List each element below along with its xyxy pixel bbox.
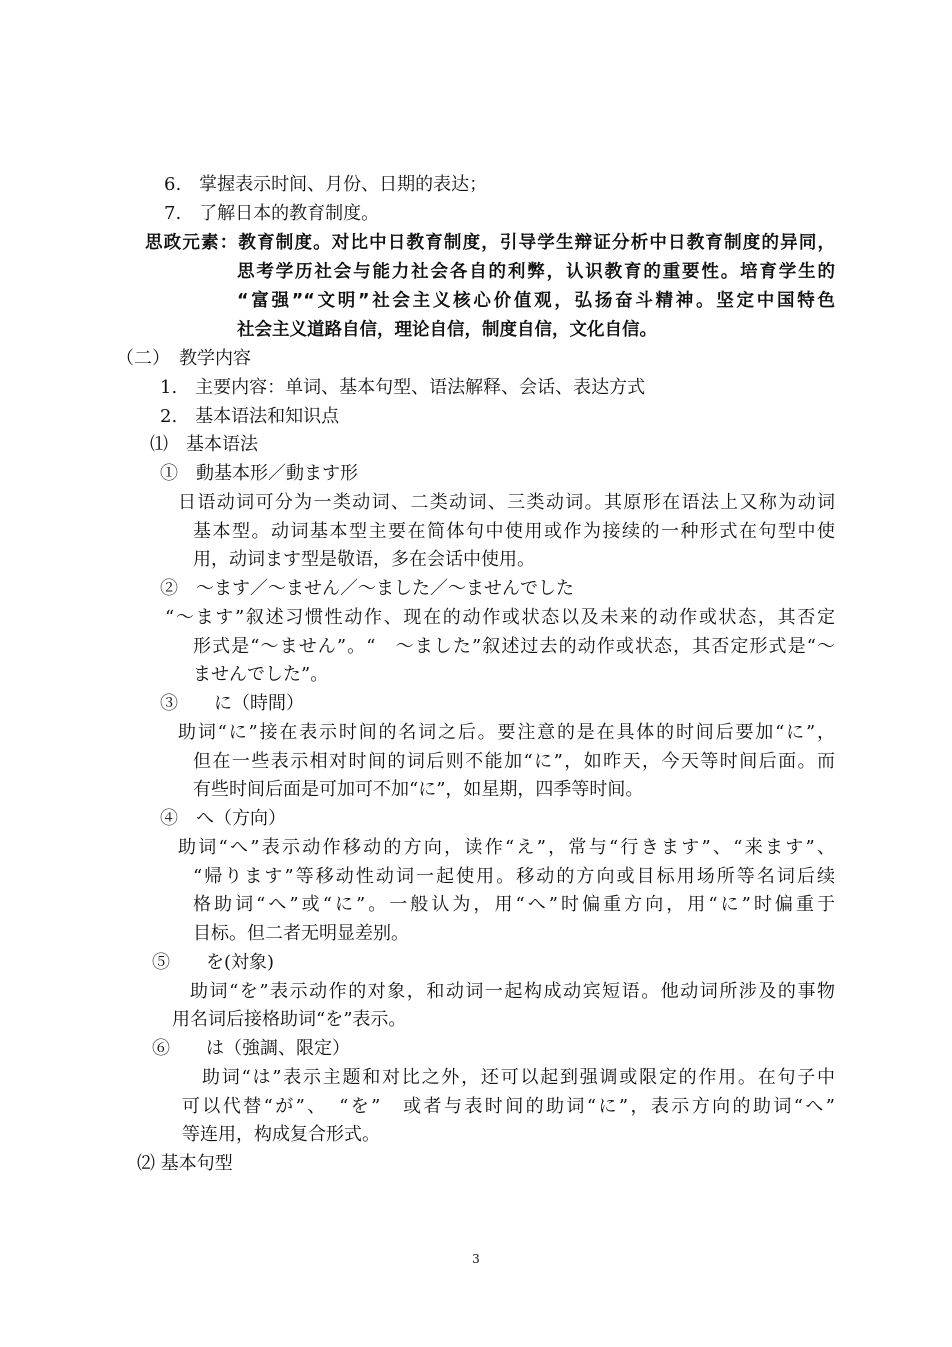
grammar-point-5-text: 用名词后接格助词“を”表示。 (172, 1009, 407, 1030)
content-item-2: 2. 基本语法和知识点 (160, 406, 340, 427)
grammar-point-3-text: 有些时间后面是可加可不加“に”，如星期，四季等时间。 (193, 779, 644, 800)
grammar-point-4-text: 格助词“へ”或“に”。一般认为，用“へ”时偏重方向，用“に”时偏重于 (193, 894, 835, 915)
grammar-point-2-text: “～ます”叙述习惯性动作、现在的动作或状态以及未来的动作或状态，其否定 (165, 607, 835, 628)
ideology-line-4: 社会主义道路自信，理论自信，制度自信，文化自信。 (237, 320, 657, 340)
ideology-line-3: “富强”“文明”社会主义核心价值观，弘扬奋斗精神。坚定中国特色 (237, 291, 835, 311)
grammar-point-6-text: 等连用，构成复合形式。 (182, 1124, 380, 1145)
subsection-grammar: ⑴ 基本语法 (150, 434, 258, 455)
section-heading: （二） 教学内容 (116, 348, 251, 369)
grammar-point-2-title: ② ～ます／～ません／～ました／～ませんでした (160, 578, 574, 599)
page-number: 3 (472, 1252, 480, 1266)
grammar-point-5-text: 助词“を”表示动作的对象，和动词一起构成动宾短语。他动词所涉及的事物 (190, 981, 835, 1002)
grammar-point-1-title: ① 動基本形／動ます形 (160, 463, 358, 484)
grammar-point-1-text: 基本型。动词基本型主要在简体句中使用或作为接续的一种形式在句型中使 (193, 521, 835, 542)
grammar-point-1-text: 日语动词可分为一类动词、二类动词、三类动词。其原形在语法上又称为动词 (178, 492, 835, 513)
ideology-line-2: 思考学历社会与能力社会各自的利弊，认识教育的重要性。培育学生的 (237, 262, 835, 282)
ideology-heading-line: 思政元素：教育制度。对比中日教育制度，引导学生辩证分析中日教育制度的异同， (145, 233, 835, 253)
grammar-point-1-text: 用，动词ます型是敬语，多在会话中使用。 (193, 549, 535, 570)
grammar-point-5-title: ⑤ を(対象) (152, 952, 275, 973)
grammar-point-4-title: ④ へ（方向） (160, 808, 286, 829)
grammar-point-3-text: 助词“に”接在表示时间的名词之后。要注意的是在具体的时间后要加“に”， (178, 722, 835, 743)
subsection-sentence-patterns: ⑵ 基本句型 (137, 1153, 233, 1174)
grammar-point-4-text: “帰ります”等移动性动词一起使用。移动的方向或目标用场所等名词后续 (193, 866, 835, 887)
content-item-1: 1. 主要内容：单词、基本句型、语法解释、会话、表达方式 (160, 377, 646, 398)
objective-6: 6. 掌握表示时间、月份、日期的表达； (164, 174, 488, 195)
grammar-point-2-text: ませんでした”。 (193, 664, 329, 685)
grammar-point-4-text: 助词“へ”表示动作移动的方向，读作“え”，常与“行きます”、“来ます”、 (178, 837, 835, 858)
grammar-point-6-text: 可以代替“が”、 “を” 或者与表时间的助词“に”，表示方向的助词“へ” (182, 1096, 835, 1117)
grammar-point-4-text: 目标。但二者无明显差别。 (193, 923, 409, 944)
grammar-point-3-title: ③ に（時間） (160, 693, 304, 714)
grammar-point-6-title: ⑥ は（強調、限定） (152, 1038, 350, 1059)
grammar-point-2-text: 形式是“～ません”。“ ～ました”叙述过去的动作或状态，其否定形式是“～ (193, 636, 835, 657)
objective-7: 7. 了解日本的教育制度。 (164, 203, 380, 224)
grammar-point-6-text: 助词“は”表示主题和对比之外，还可以起到强调或限定的作用。在句子中 (202, 1067, 835, 1088)
grammar-point-3-text: 但在一些表示相对时间的词后则不能加“に”，如昨天，今天等时间后面。而 (193, 751, 835, 772)
